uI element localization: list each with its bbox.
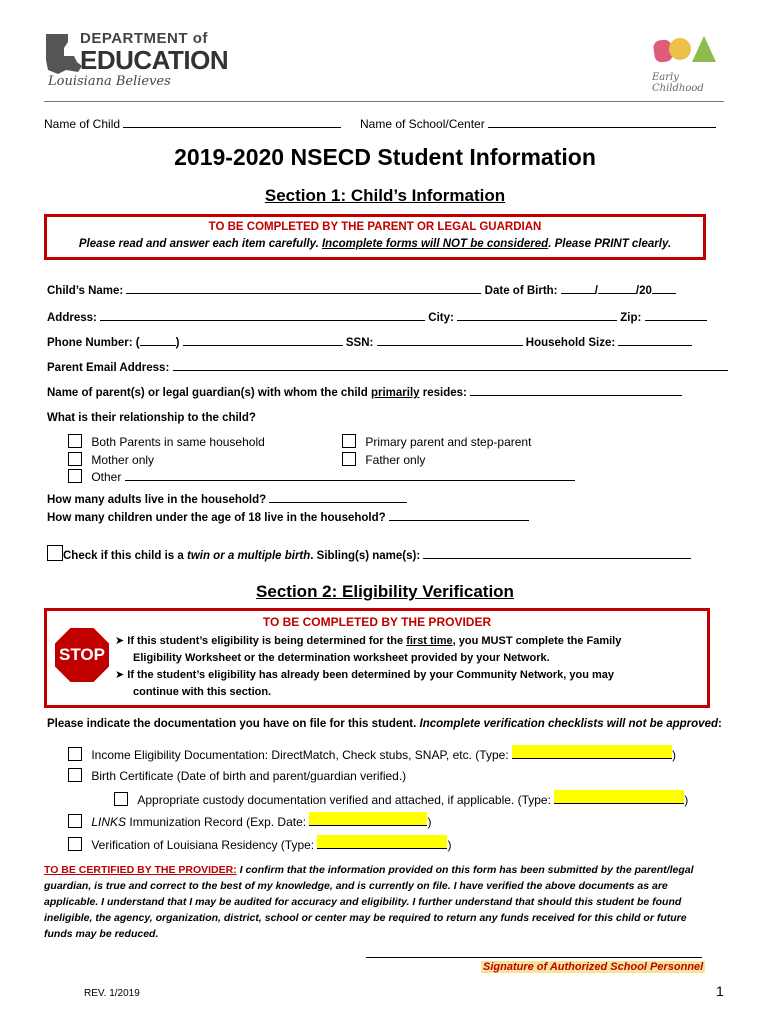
checkbox-other[interactable]	[68, 469, 82, 483]
early-childhood-logo	[650, 32, 720, 96]
logo-line-3: Louisiana Believes	[48, 74, 171, 89]
row-address	[47, 312, 707, 324]
dob-label: Date of Birth:	[484, 285, 558, 297]
parent-resides-blank[interactable]	[470, 395, 682, 396]
adults-question: How many adults live in the household?	[47, 494, 267, 506]
early-childhood-text: Early Childhood	[652, 72, 704, 94]
checkbox-income[interactable]	[68, 747, 82, 761]
childs-name-label: Child’s Name:	[47, 285, 124, 297]
dob-day-blank[interactable]	[598, 293, 636, 294]
option-label: Both Parents in same household	[91, 435, 265, 449]
doc-custody-label: Appropriate custody documentation verified and attached, if applicable. (Type:	[137, 793, 551, 807]
close-paren: )	[684, 793, 689, 807]
child-name-field[interactable]	[44, 117, 341, 131]
option-step-parent[interactable]	[342, 434, 531, 449]
arrow-bullet-icon: ➤	[115, 635, 125, 647]
section1-box-title: TO BE COMPLETED BY THE PARENT OR LEGAL GUARDIAN	[208, 221, 542, 233]
row-adults	[47, 494, 407, 506]
relationship-question: What is their relationship to the child?	[47, 412, 256, 424]
other-blank[interactable]	[125, 480, 575, 481]
income-type-blank[interactable]	[512, 745, 672, 759]
option-label: Mother only	[91, 453, 155, 467]
doc-income-label: Income Eligibility Documentation: DirectMatch, Check stubs, SNAP, etc. (Type:	[91, 748, 509, 762]
area-code-blank[interactable]	[140, 345, 176, 346]
doc-income[interactable]	[68, 745, 676, 762]
box-note-part-c: . Please PRINT clearly.	[548, 238, 672, 250]
section1-heading: Section 1: Child’s Information	[264, 186, 506, 205]
stop-label: STOP	[59, 645, 105, 664]
ssn-blank[interactable]	[377, 345, 523, 346]
checkbox-both-parents[interactable]	[68, 434, 82, 448]
option-label: Primary parent and step-parent	[365, 435, 532, 449]
signature-line[interactable]	[366, 957, 702, 958]
bullet-2	[115, 667, 614, 701]
residency-type-blank[interactable]	[317, 835, 447, 849]
option-other[interactable]	[68, 469, 575, 484]
logo-line-1: DEPARTMENT of	[80, 30, 208, 47]
school-name-blank[interactable]	[488, 127, 716, 128]
phone-close: )	[175, 337, 180, 349]
row-phone	[47, 337, 692, 349]
doc-links-b: Immunization Record (Exp. Date:	[126, 815, 307, 829]
childs-name-blank[interactable]	[126, 293, 481, 294]
checkbox-father-only[interactable]	[342, 452, 356, 466]
address-blank[interactable]	[100, 320, 425, 321]
zip-blank[interactable]	[645, 320, 707, 321]
doc-custody[interactable]	[114, 790, 688, 807]
bullet1-a: If this student’s eligibility is being determined for the	[127, 635, 407, 647]
checkbox-mother-only[interactable]	[68, 452, 82, 466]
section2-heading: Section 2: Eligibility Verification	[256, 582, 514, 601]
logo-line-2: EDUCATION	[80, 45, 229, 75]
row-parent-email	[47, 362, 728, 374]
section2-notice-box	[44, 608, 710, 708]
checkbox-birth-certificate[interactable]	[68, 768, 82, 782]
louisiana-state-icon	[44, 32, 84, 76]
docs-intro-c: :	[718, 718, 722, 730]
doc-birth-label: Birth Certificate (Date of birth and parent/guardian verified.)	[91, 769, 407, 783]
certification-label: TO BE CERTIFIED BY THE PROVIDER:	[44, 864, 237, 876]
row-parent-resides	[47, 387, 682, 399]
checkbox-residency[interactable]	[68, 837, 82, 851]
bullet1-b: first time	[406, 635, 453, 647]
checkbox-twin[interactable]	[47, 545, 63, 561]
doe-logo	[44, 30, 229, 95]
sibling-names-blank[interactable]	[423, 558, 691, 559]
doc-residency[interactable]	[68, 835, 451, 852]
page-title: 2019-2020 NSECD Student Information	[174, 144, 596, 170]
section2-box-title: TO BE COMPLETED BY THE PROVIDER	[262, 615, 492, 629]
box-note-part-a: Please read and answer each item carefully.	[78, 238, 322, 250]
bullet2-b: continue with this section.	[133, 686, 272, 698]
ssn-label: SSN:	[345, 337, 374, 349]
revision-label: REV. 1/2019	[84, 988, 140, 999]
section1-box-note	[47, 238, 703, 250]
docs-intro	[47, 718, 722, 730]
signature-label: Signature of Authorized School Personnel	[483, 961, 704, 973]
close-paren: )	[671, 748, 676, 762]
children-question: How many children under the age of 18 live in the household?	[47, 512, 386, 524]
parent-resides-b: primarily	[370, 387, 420, 399]
parent-resides-c: resides:	[419, 387, 467, 399]
row-children	[47, 512, 529, 524]
doc-residency-label: Verification of Louisiana Residency (Type:	[91, 838, 315, 852]
phone-blank[interactable]	[183, 345, 343, 346]
zip-label: Zip:	[620, 312, 642, 324]
custody-type-blank[interactable]	[554, 790, 684, 804]
bullet2-a: If the student’s eligibility has already been determined by your Community Network, you may	[127, 669, 615, 681]
docs-intro-a: Please indicate the documentation you have on file for this student.	[47, 718, 420, 730]
address-label: Address:	[47, 312, 97, 324]
docs-intro-b: Incomplete verification checklists will not be approved	[419, 718, 718, 730]
checkbox-links[interactable]	[68, 814, 82, 828]
child-name-blank[interactable]	[123, 127, 341, 128]
twin-c: . Sibling(s) name(s):	[310, 550, 421, 562]
bullet-1	[115, 633, 621, 667]
doc-links[interactable]	[68, 812, 431, 829]
option-label: Other	[91, 470, 122, 484]
dob-year-blank[interactable]	[652, 293, 676, 294]
doc-links-a: LINKS	[91, 815, 127, 829]
parent-resides-a: Name of parent(s) or legal guardian(s) with whom the child	[47, 387, 371, 399]
section1-notice-box	[44, 214, 706, 260]
city-label: City:	[428, 312, 454, 324]
dob-year-label: /20	[635, 285, 652, 297]
school-name-field[interactable]	[360, 117, 716, 131]
children-blank[interactable]	[389, 520, 529, 521]
links-exp-date-blank[interactable]	[309, 812, 427, 826]
twin-a: Check if this child is a	[63, 550, 187, 562]
arrow-bullet-icon: ➤	[115, 669, 125, 681]
parent-email-blank[interactable]	[173, 370, 728, 371]
header-rule	[44, 101, 724, 102]
close-paren: )	[447, 838, 452, 852]
certification-statement	[44, 862, 716, 942]
box-note-part-b: Incomplete forms will NOT be considered	[321, 238, 549, 250]
row-twin	[47, 545, 691, 562]
checkbox-step-parent[interactable]	[342, 434, 356, 448]
phone-label: Phone Number: (	[47, 337, 140, 349]
child-name-label: Name of Child	[44, 117, 121, 131]
household-size-label: Household Size:	[525, 337, 616, 349]
bullet1-c: , you MUST complete the Family	[452, 635, 622, 647]
option-both-parents[interactable]	[68, 434, 265, 449]
school-name-label: Name of School/Center	[360, 117, 485, 131]
close-paren: )	[427, 815, 432, 829]
bullet1-d: Eligibility Worksheet or the determination worksheet provided by your Network.	[133, 652, 550, 664]
option-father-only[interactable]	[342, 452, 425, 467]
page-number: 1	[716, 983, 724, 999]
early-childhood-shapes-icon	[652, 32, 718, 66]
household-size-blank[interactable]	[618, 345, 692, 346]
option-mother-only[interactable]	[68, 452, 154, 467]
dob-month-blank[interactable]	[561, 293, 595, 294]
certification-text: I confirm that the information provided on this form has been submitted by the parent/legal guardian, is true and correct to the best of my knowledge, and is currently on file. I have verified the above documents as are applicable. I understand that I may be audited for accuracy and eligibility. I further understand that should this student be found ineligible, the agency, organization, district, school or center may be required to return any funds received for this child or future funds may be reduced.	[44, 864, 694, 940]
doc-birth[interactable]	[68, 768, 406, 783]
adults-blank[interactable]	[269, 502, 407, 503]
row-childs-name: Child’s Name: Date of Birth: / /20	[47, 285, 676, 297]
option-label: Father only	[365, 453, 426, 467]
checkbox-custody[interactable]	[114, 792, 128, 806]
parent-email-label: Parent Email Address:	[47, 362, 170, 374]
twin-b: twin or a multiple birth	[186, 550, 311, 562]
city-blank[interactable]	[457, 320, 617, 321]
